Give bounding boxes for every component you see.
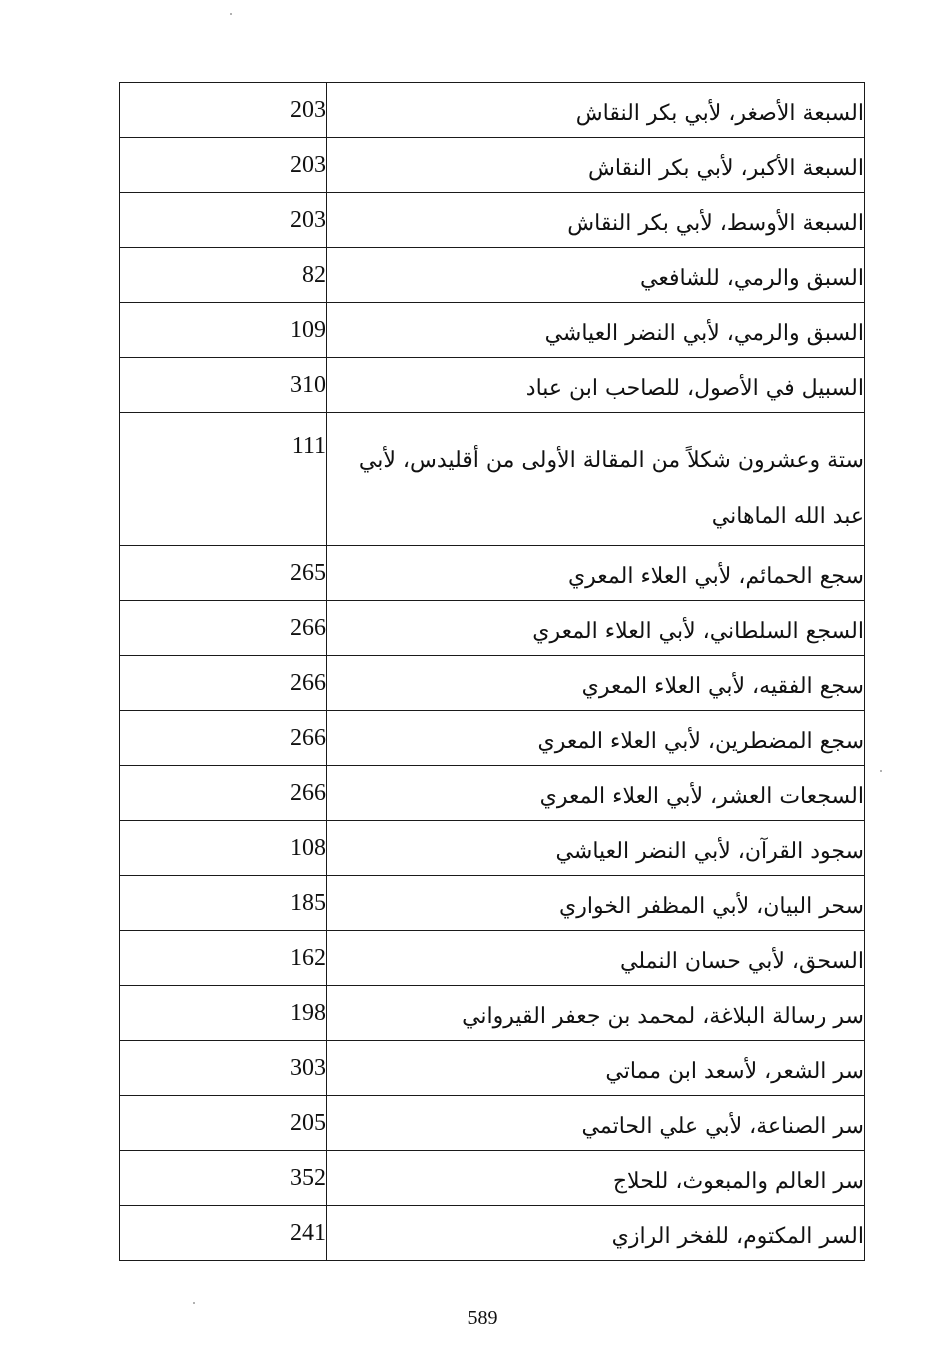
page-ref: 198	[120, 986, 327, 1041]
page-ref: 203	[120, 138, 327, 193]
entry-title: السبق والرمي، للشافعي	[327, 248, 865, 303]
entry-title: سر رسالة البلاغة، لمحمد بن جعفر القيرواني	[327, 986, 865, 1041]
page-ref: 266	[120, 656, 327, 711]
entry-title: سحر البيان، لأبي المظفر الخواري	[327, 876, 865, 931]
table-row	[120, 138, 865, 193]
page-ref: 203	[120, 83, 327, 138]
entry-title: السبعة الأصغر، لأبي بكر النقاش	[327, 83, 865, 138]
table-row	[120, 1096, 865, 1151]
table-row	[120, 1151, 865, 1206]
entry-title: سر الصناعة، لأبي علي الحاتمي	[327, 1096, 865, 1151]
entry-title: سجع الفقيه، لأبي العلاء المعري	[327, 656, 865, 711]
scan-speck	[230, 13, 232, 15]
page-ref: 109	[120, 303, 327, 358]
page-ref: 82	[120, 248, 327, 303]
table-row	[120, 248, 865, 303]
page-ref: 205	[120, 1096, 327, 1151]
table-row	[120, 931, 865, 986]
index-table	[119, 82, 865, 1261]
table-row	[120, 711, 865, 766]
page-ref: 310	[120, 358, 327, 413]
entry-title: السبعة الأوسط، لأبي بكر النقاش	[327, 193, 865, 248]
scan-speck	[193, 1302, 195, 1304]
page-ref: 266	[120, 601, 327, 656]
page-ref: 241	[120, 1206, 327, 1261]
table-row	[120, 546, 865, 601]
entry-title: سر الشعر، لأسعد ابن مماتي	[327, 1041, 865, 1096]
table-row	[120, 601, 865, 656]
entry-title: السحق، لأبي حسان النملي	[327, 931, 865, 986]
entry-title: السبعة الأكبر، لأبي بكر النقاش	[327, 138, 865, 193]
page-ref: 266	[120, 766, 327, 821]
entry-title: السجع السلطاني، لأبي العلاء المعري	[327, 601, 865, 656]
page-number: 589	[467, 1307, 498, 1329]
page-ref: 162	[120, 931, 327, 986]
scan-speck	[880, 770, 882, 772]
table-row	[120, 303, 865, 358]
table-row	[120, 83, 865, 138]
page-ref: 185	[120, 876, 327, 931]
page-ref: 352	[120, 1151, 327, 1206]
entry-title: السبق والرمي، لأبي النضر العياشي	[327, 303, 865, 358]
page-ref: 265	[120, 546, 327, 601]
table-row	[120, 656, 865, 711]
table-row	[120, 413, 865, 546]
page-ref: 203	[120, 193, 327, 248]
page-ref: 266	[120, 711, 327, 766]
entry-title: السجعات العشر، لأبي العلاء المعري	[327, 766, 865, 821]
page-ref: 111	[120, 413, 327, 546]
table-row	[120, 821, 865, 876]
table-row	[120, 766, 865, 821]
entry-title: السبيل في الأصول، للصاحب ابن عباد	[327, 358, 865, 413]
entry-title: السر المكتوم، للفخر الرازي	[327, 1206, 865, 1261]
table-row	[120, 358, 865, 413]
entry-title: ستة وعشرون شكلاً من المقالة الأولى من أقليدس، لأبي عبد الله الماهاني	[327, 413, 865, 546]
page-ref: 303	[120, 1041, 327, 1096]
table-row	[120, 1041, 865, 1096]
table-row	[120, 986, 865, 1041]
entry-title: سجع الحمائم، لأبي العلاء المعري	[327, 546, 865, 601]
entry-title: سر العالم والمبعوث، للحلاج	[327, 1151, 865, 1206]
entry-title: سجع المضطرين، لأبي العلاء المعري	[327, 711, 865, 766]
table-row	[120, 1206, 865, 1261]
table-row	[120, 193, 865, 248]
entry-title: سجود القرآن، لأبي النضر العياشي	[327, 821, 865, 876]
table-row	[120, 876, 865, 931]
page-ref: 108	[120, 821, 327, 876]
